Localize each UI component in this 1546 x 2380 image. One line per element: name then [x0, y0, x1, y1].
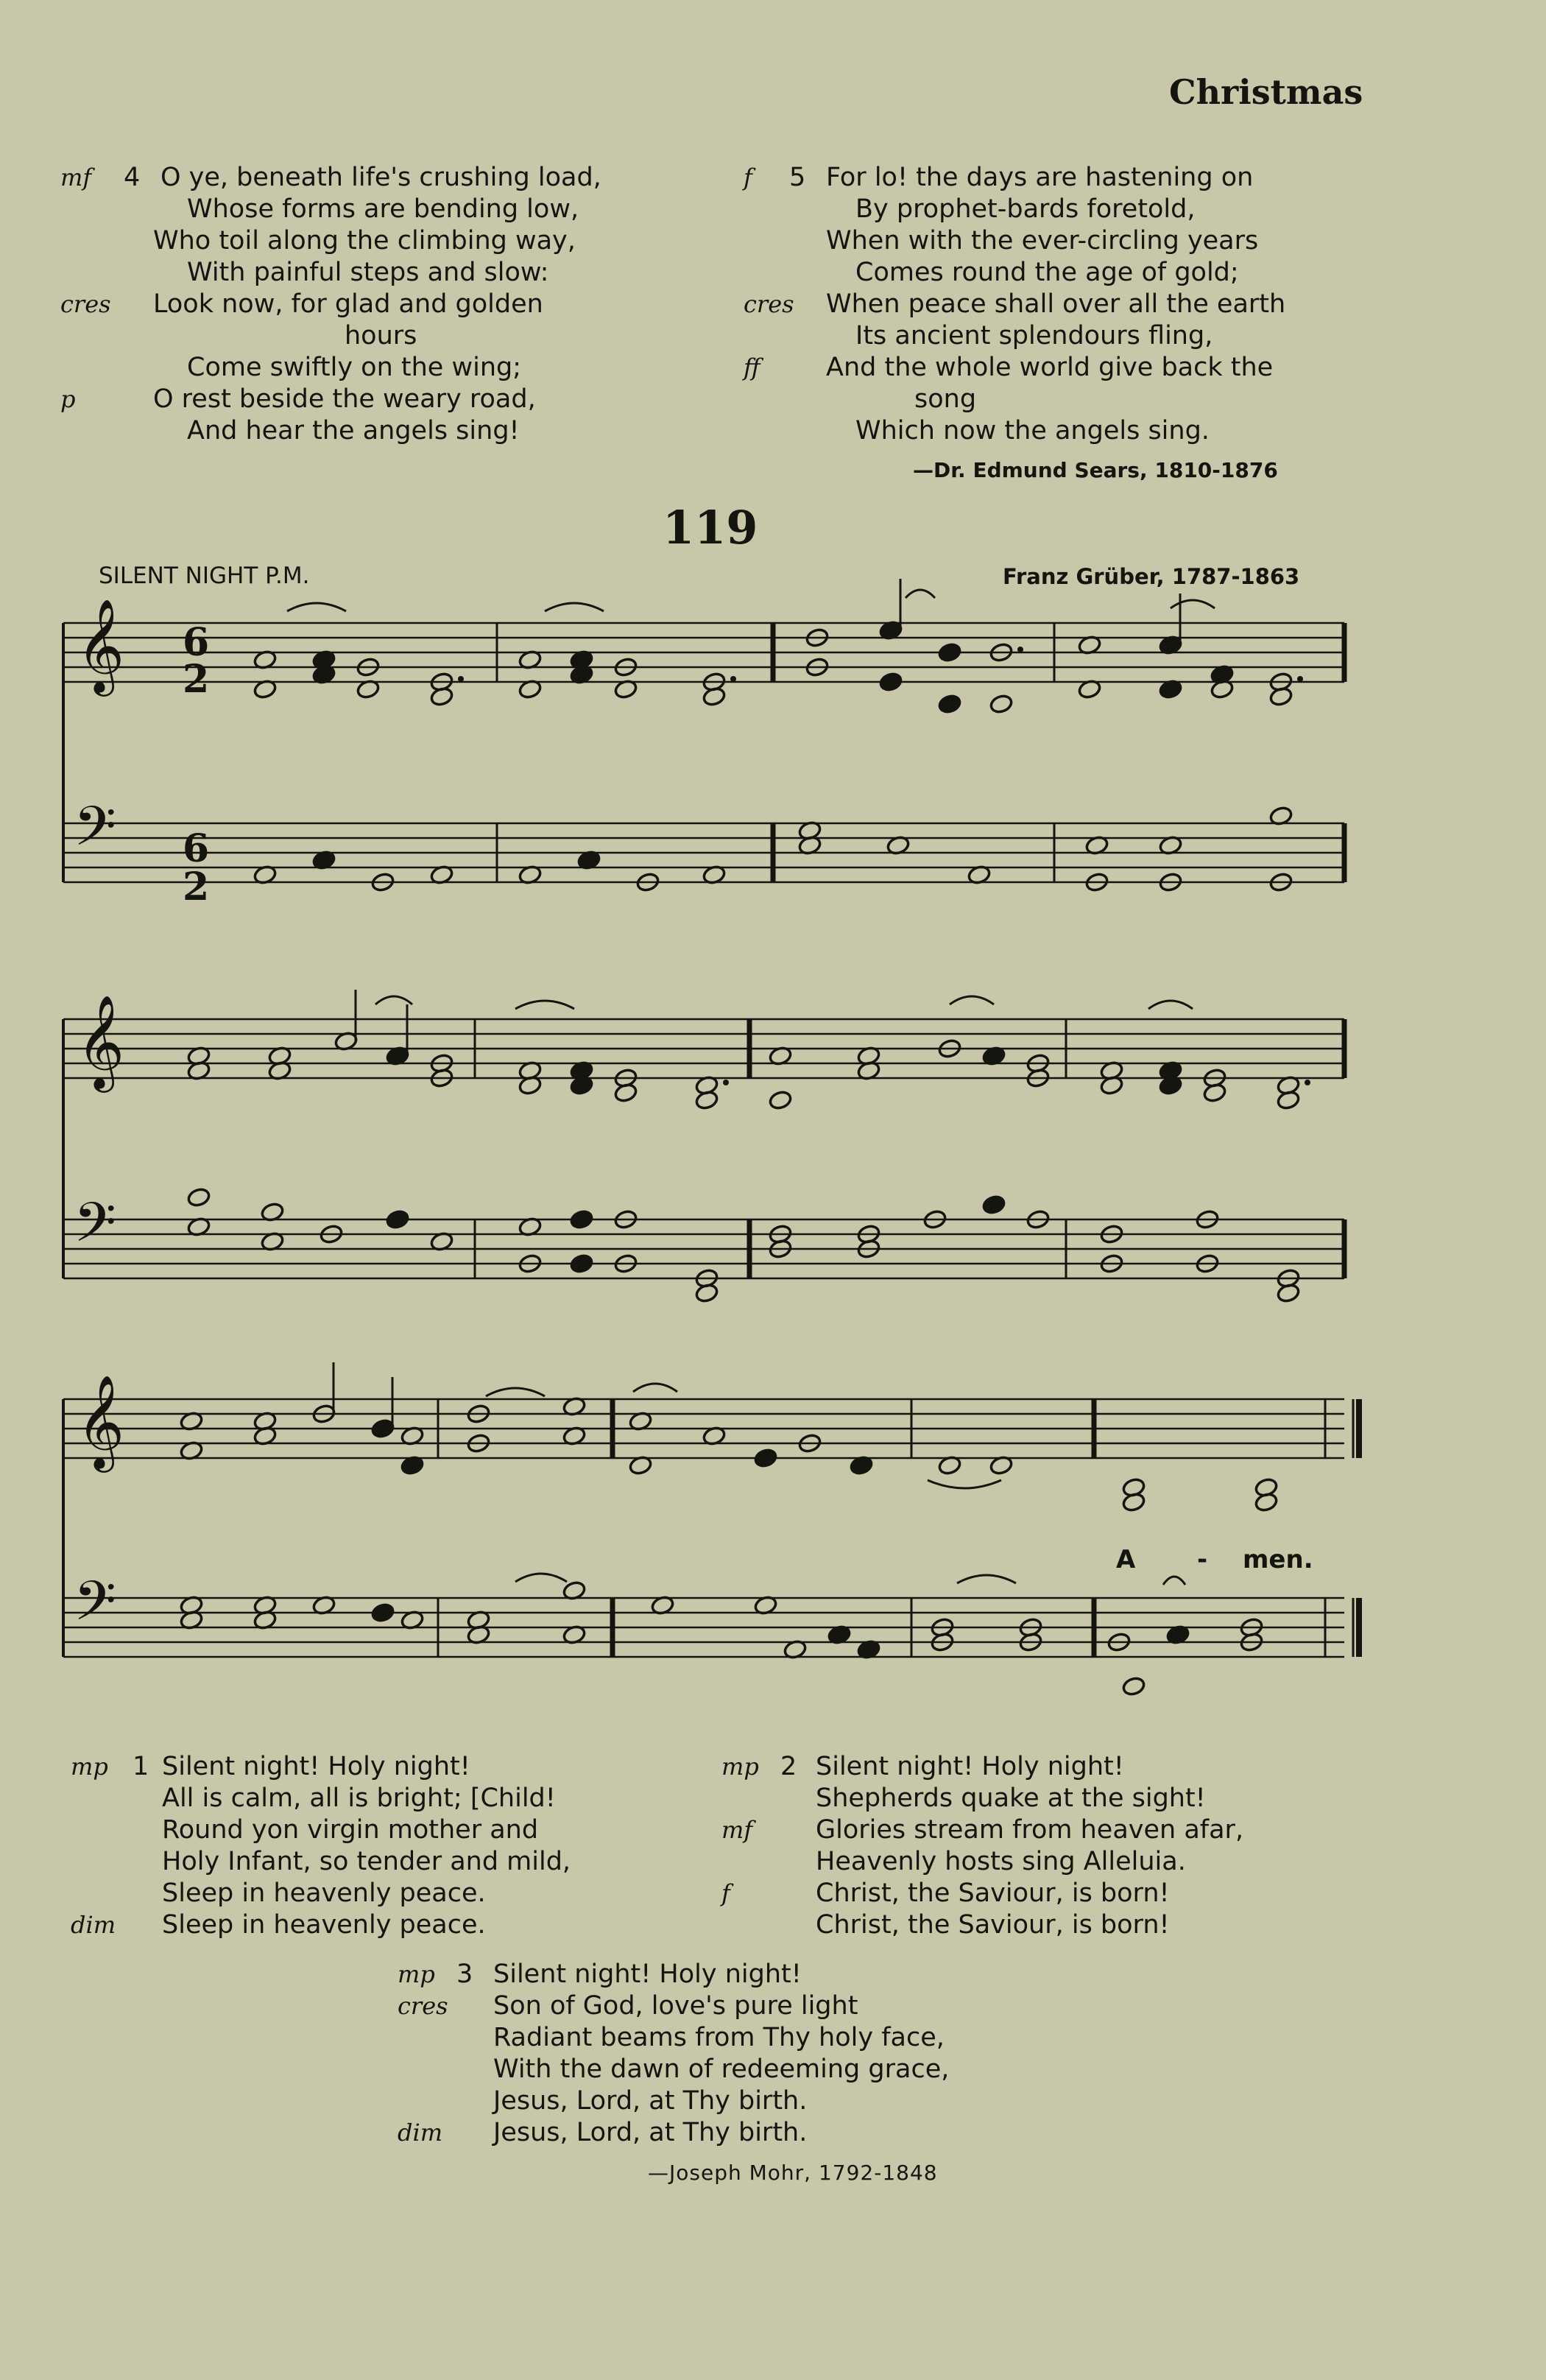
verse-line [398, 2117, 1134, 2149]
hymn-verse-2 [721, 1751, 1531, 1941]
hymn-verse-3 [398, 1959, 1134, 2149]
verse-number: 2 [780, 1752, 797, 1781]
note-head [569, 1253, 593, 1274]
verse-line-text: Who toil along the climbing way, [153, 226, 576, 256]
note-head [385, 1209, 409, 1230]
verse-line-text: All is calm, all is bright; [Child! [162, 1784, 556, 1813]
note-dot [1017, 647, 1023, 652]
dynamic-marking: mf [60, 163, 92, 191]
note-head [753, 1448, 777, 1468]
verse-line-text: Sleep in heavenly peace. [162, 1910, 486, 1940]
hymn-number: 119 [663, 501, 758, 554]
slur [957, 1575, 1016, 1583]
verse-line [66, 1751, 729, 1783]
composer: Franz Grüber, 1787-1863 [1003, 564, 1300, 589]
bass-time-signature-bottom: 2 [183, 865, 210, 909]
slur [545, 603, 604, 611]
verse-line-text: And the whole world give back the [826, 353, 1274, 382]
treble-clef-icon: 𝄞 [77, 994, 125, 1088]
verse-line-text: Comes round the age of gold; [855, 258, 1239, 287]
verse-line-text: Whose forms are bending low, [187, 194, 579, 224]
section-header: Christmas [1169, 72, 1363, 112]
slur [1171, 600, 1215, 608]
note-head [981, 1194, 1006, 1215]
note-dot [723, 1080, 729, 1085]
verse-line-text: Heavenly hosts sing Alleluia. [816, 1847, 1186, 1876]
slur [950, 996, 994, 1004]
bass-clef-icon: 𝄢 [74, 795, 116, 872]
verse-line-text: Come swiftly on the wing; [187, 353, 522, 382]
slur [928, 1480, 1001, 1488]
verse-line-text: With painful steps and slow: [187, 258, 549, 287]
verse-line-text: Its ancient splendours fling, [855, 321, 1213, 351]
verse-line-text: Silent night! Holy night! [816, 1752, 1124, 1781]
verse-line-text: Christ, the Saviour, is born! [816, 1879, 1170, 1908]
verse-line-text: Jesus, Lord, at Thy birth. [493, 2086, 808, 2116]
dynamic-marking: mp [721, 1753, 759, 1781]
verse-line-text: And hear the angels sing! [187, 416, 520, 446]
verse-line-text: By prophet-bards foretold, [855, 194, 1196, 224]
verse-line-text: Glories stream from heaven afar, [816, 1815, 1244, 1845]
verse-line [721, 1878, 1531, 1909]
previous-hymn-attribution: —Dr. Edmund Sears, 1810-1876 [913, 458, 1278, 482]
note-head [429, 686, 453, 707]
note-dot [1297, 676, 1303, 682]
note-head [569, 1209, 593, 1230]
verse-line [398, 2022, 1134, 2054]
note-head [1276, 1090, 1300, 1110]
verse-line-text: When peace shall over all the earth [826, 289, 1286, 319]
dynamic-marking: cres [398, 1992, 448, 2020]
verse-number: 4 [124, 163, 141, 192]
verse-line-text: Holy Infant, so tender and mild, [162, 1847, 571, 1876]
note-head [937, 642, 961, 663]
note-head [1276, 1283, 1300, 1303]
slur [515, 1001, 574, 1009]
bass-clef-icon: 𝄢 [74, 1569, 116, 1647]
verse-line-text: hours [345, 321, 417, 351]
dynamic-marking: f [744, 163, 752, 191]
verse-number: 1 [133, 1752, 149, 1781]
time-signature-bottom: 2 [183, 657, 210, 702]
verse-line-text: With the dawn of redeeming grace, [493, 2055, 950, 2084]
note-head [1254, 1492, 1278, 1513]
verse-line [721, 1846, 1531, 1878]
verse-line-text: Round yon virgin mother and [162, 1815, 539, 1845]
verse-line-text: Which now the angels sing. [855, 416, 1210, 446]
note-dot [1305, 1080, 1310, 1085]
dynamic-marking: f [721, 1879, 730, 1907]
note-head [1121, 1492, 1146, 1513]
dynamic-marking: ff [744, 353, 760, 381]
note-head [937, 694, 961, 714]
verse-line-text: Jesus, Lord, at Thy birth. [493, 2118, 808, 2147]
bass-clef-icon: 𝄢 [74, 1191, 116, 1268]
note-head [1268, 686, 1293, 707]
verse-line-text: Son of God, love's pure light [493, 1991, 858, 2021]
dynamic-marking: p [60, 385, 76, 413]
note-head [878, 672, 903, 692]
verse-line-text: O ye, beneath life's crushing load, [160, 163, 601, 192]
slur [1163, 1577, 1185, 1585]
treble-clef-icon: 𝄞 [77, 1374, 125, 1468]
dynamic-marking: dim [398, 2119, 443, 2147]
verse-line-text: For lo! the days are hastening on [826, 163, 1254, 192]
slur [375, 996, 412, 1004]
verse-line [398, 1990, 1134, 2022]
verse-line-text: Silent night! Holy night! [493, 1960, 802, 1989]
note-head [694, 1090, 719, 1110]
dynamic-marking: cres [60, 290, 111, 318]
note-head [1121, 1676, 1146, 1697]
verse-line [721, 1783, 1531, 1814]
note-head [613, 1082, 638, 1103]
hymn-verse-1 [66, 1751, 729, 1941]
note-dot [730, 676, 736, 682]
dynamic-marking: mf [721, 1816, 753, 1844]
note-head [989, 694, 1013, 714]
verse-line-text: Shepherds quake at the sight! [816, 1784, 1206, 1813]
amen-lyric-dash: - [1197, 1545, 1208, 1574]
verse-line-text: When with the ever-circling years [826, 226, 1259, 256]
verse-line [66, 1878, 729, 1909]
slur [1148, 1001, 1193, 1009]
slur [515, 1574, 567, 1582]
slur [486, 1388, 545, 1396]
verse-line [721, 1751, 1531, 1783]
verse-line-text: Radiant beams from Thy holy face, [493, 2023, 945, 2052]
note-head [768, 1090, 792, 1110]
verse-number: 3 [456, 1960, 473, 1989]
verse-line [721, 1909, 1531, 1941]
note-dot [458, 676, 464, 682]
dynamic-marking: mp [71, 1753, 108, 1781]
verse-line [66, 1783, 729, 1814]
verse-line [398, 2054, 1134, 2085]
dynamic-marking: cres [744, 290, 794, 318]
slur [906, 590, 935, 598]
verse-line-text: Silent night! Holy night! [162, 1752, 470, 1781]
slur [287, 603, 346, 611]
verse-line [66, 1909, 729, 1941]
dynamic-marking: dim [71, 1911, 116, 1939]
tune-name: SILENT NIGHT P.M. [99, 563, 310, 589]
note-head [694, 1283, 719, 1303]
note-head [1202, 1082, 1226, 1103]
verse-line [398, 1959, 1134, 1990]
verse-line [66, 1814, 729, 1846]
verse-number: 5 [789, 163, 806, 192]
amen-lyric-men: men. [1243, 1545, 1313, 1574]
treble-clef-icon: 𝄞 [77, 598, 125, 692]
verse-line [398, 2085, 1134, 2117]
verse-line-text: Look now, for glad and golden [153, 289, 543, 319]
slur [633, 1384, 677, 1392]
verse-line [721, 1814, 1531, 1846]
note-head [370, 1602, 395, 1623]
note-head [186, 1187, 211, 1208]
verse-line-text: song [914, 384, 977, 414]
amen-lyric-a: A [1116, 1545, 1136, 1574]
dynamic-marking: mp [398, 1960, 435, 1988]
verse-line-text: Christ, the Saviour, is born! [816, 1910, 1170, 1940]
verse-line [66, 1846, 729, 1878]
bass-time-signature-top: 6 [183, 826, 210, 871]
note-head [702, 686, 726, 707]
verse-line-text: Sleep in heavenly peace. [162, 1879, 486, 1908]
time-signature-top: 6 [183, 620, 210, 665]
verse-line-text: O rest beside the weary road, [153, 384, 536, 414]
hymn-attribution: —Joseph Mohr, 1792-1848 [648, 2161, 938, 2185]
